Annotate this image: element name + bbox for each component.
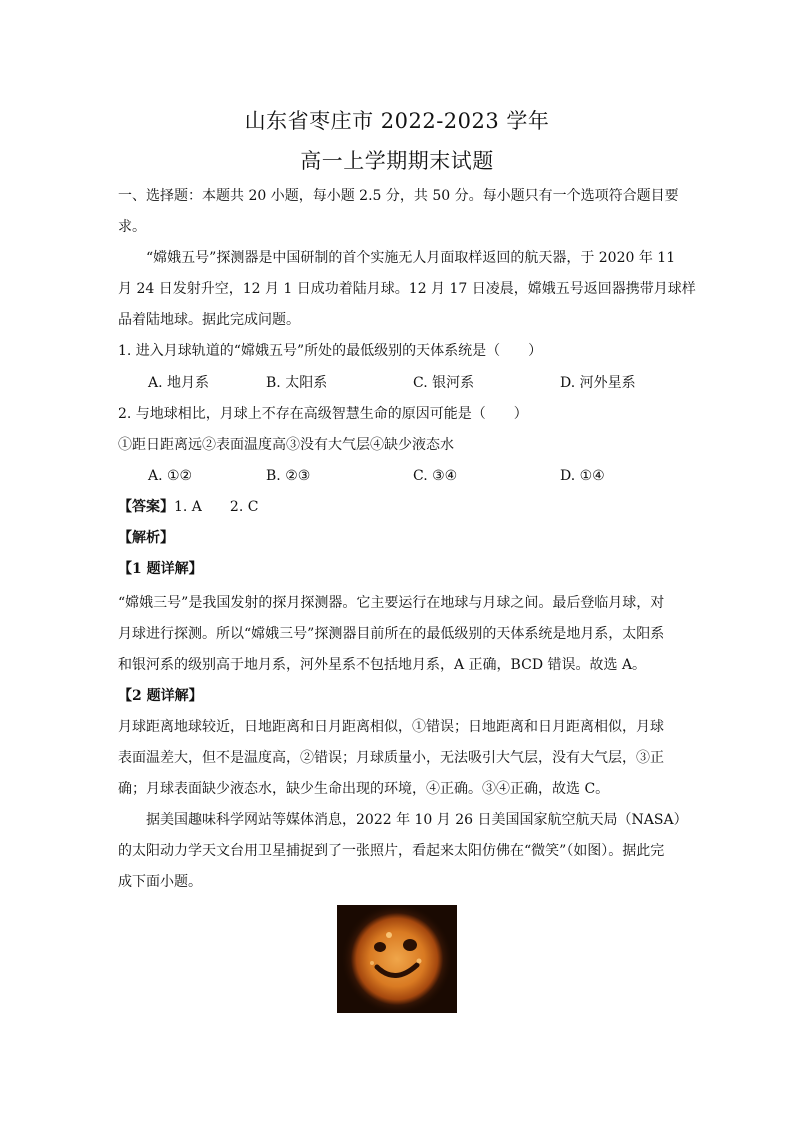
passage1-line: 品着陆地球。据此完成问题。 xyxy=(118,312,300,328)
detail2-label: 【2 题详解】 xyxy=(118,688,203,704)
q2-option-d: D. ①④ xyxy=(560,468,605,484)
detail2-line: 月球距离地球较近，日地距离和日月距离相似，①错误；日地距离和日月距离相似，月球 xyxy=(118,719,664,735)
answer-values: 1. A 2. C xyxy=(174,499,259,515)
passage2-line: 成下面小题。 xyxy=(118,874,202,890)
q1-option-a: A. 地月系 xyxy=(148,375,210,391)
detail1-line: 和银河系的级别高于地月系，河外星系不包括地月系，A 正确，BCD 错误。故选 A。 xyxy=(118,657,647,673)
passage2-line: 的太阳动力学天文台用卫星捕捉到了一张照片，看起来太阳仿佛在“微笑”（如图）。据此完 xyxy=(118,843,665,859)
doc-title: 山东省枣庄市 2022-2023 学年 xyxy=(244,109,550,133)
q1-option-b: B. 太阳系 xyxy=(266,375,328,391)
q1-option-c: C. 银河系 xyxy=(413,375,475,391)
detail1-line: “嫦娥三号”是我国发射的探月探测器。它主要运行在地球与月球之间。最后登临月球，对 xyxy=(118,595,665,611)
detail1-line: 月球进行探测。所以“嫦娥三号”探测器目前所在的最低级别的天体系统是地月系，太阳系 xyxy=(118,626,665,642)
answer-label: 【答案】 xyxy=(118,499,174,515)
section-header-cont: 求。 xyxy=(118,219,146,235)
question2-stem: 2. 与地球相比，月球上不存在高级智慧生命的原因可能是（ ） xyxy=(118,406,528,422)
section-header: 一、选择题：本题共 20 小题，每小题 2.5 分，共 50 分。每小题只有一个选项符合题目要 xyxy=(118,188,679,204)
detail2-line: 确；月球表面缺少液态水，缺少生命出现的环境，④正确。③④正确，故选 C。 xyxy=(118,781,610,797)
answer-line xyxy=(118,497,678,517)
passage1-line: “嫦娥五号”探测器是中国研制的首个实施无人月面取样返回的航天器，于 2020 年 11 xyxy=(146,250,676,266)
q2-option-a: A. ①② xyxy=(148,468,193,484)
q2-option-c: C. ③④ xyxy=(413,468,458,484)
passage2-line: 据美国趣味科学网站等媒体消息，2022 年 10 月 26 日美国国家航空航天局（NASA） xyxy=(146,812,688,828)
sun-icon xyxy=(337,905,457,1013)
detail1-label: 【1 题详解】 xyxy=(118,561,203,577)
q2-option-b: B. ②③ xyxy=(266,468,311,484)
detail2-line: 表面温差大，但不是温度高，②错误；月球质量小，无法吸引大气层，没有大气层，③正 xyxy=(118,750,664,766)
q1-option-d: D. 河外星系 xyxy=(560,375,636,391)
question2-conditions: ①距日距离远②表面温度高③没有大气层④缺少液态水 xyxy=(118,437,454,453)
doc-subtitle: 高一上学期期末试题 xyxy=(300,149,494,173)
passage1-line: 月 24 日发射升空，12 月 1 日成功着陆月球。12 月 17 日凌晨，嫦娥五号返回器携带月球样 xyxy=(118,281,696,297)
question1-stem: 1. 进入月球轨道的“嫦娥五号”所处的最低级别的天体系统是（ ） xyxy=(118,343,543,359)
smiling-sun-image xyxy=(337,905,457,1013)
analysis-label: 【解析】 xyxy=(118,530,174,546)
